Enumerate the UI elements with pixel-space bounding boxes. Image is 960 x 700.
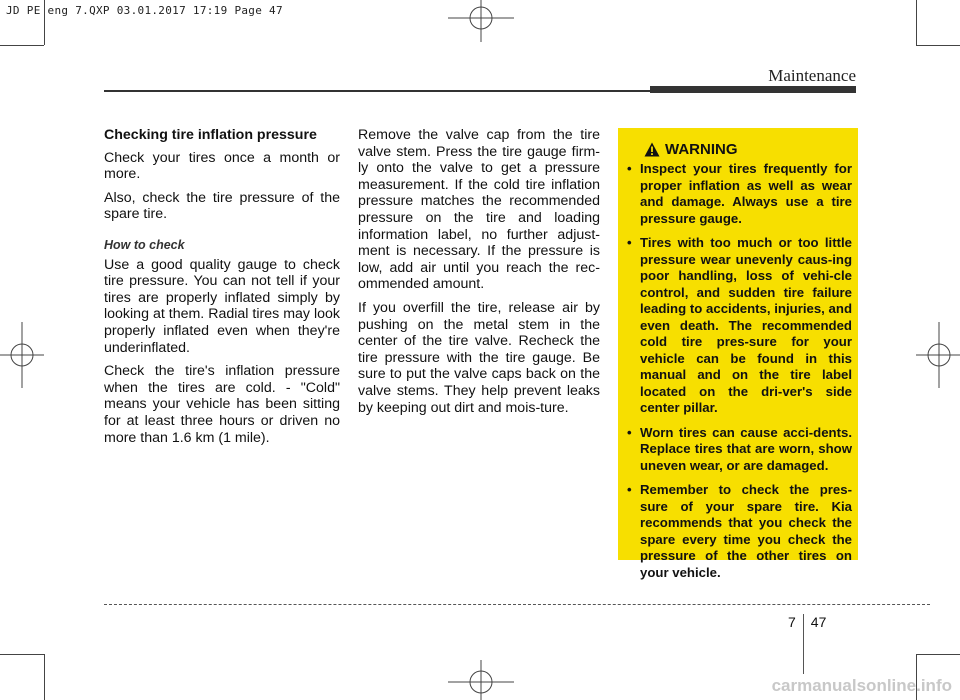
- warning-bullet: • Remember to check the pres-sure of your spare tire. Kia recommends that you check the spare every time you check the pressure of the other tires on your vehicle.: [627, 482, 852, 581]
- registration-mark-left-icon: [0, 320, 45, 390]
- watermark: carmanualsonline.info: [771, 676, 952, 695]
- registration-mark-bottom-icon: [446, 656, 516, 700]
- paragraph: Check your tires once a month or more.: [104, 149, 340, 183]
- print-file-info: JD PE eng 7.QXP 03.01.2017 17:19 Page 47: [6, 4, 283, 17]
- warning-list: [627, 161, 852, 581]
- warning-triangle-icon: [644, 142, 660, 157]
- warning-box: [618, 128, 858, 580]
- column-1: [104, 127, 340, 453]
- page-number-separator: [803, 614, 804, 674]
- warning-bullet: • Tires with too much or too little pressure wear unevenly caus-ing poor handling, loss of vehi-cle control, and sudden tire failure leading to accidents, injuries, and even death. The recommended cold tire pres-sure for your vehicle can be found in this manual and on the tire label located on the dri-ver's side center pillar.: [627, 235, 852, 417]
- paragraph: Remove the valve cap from the tire valve stem. Press the tire gauge firm-ly onto the valve to get a pressure measurement. If the cold tire inflation pressure matches the recommended pressure on the tire and loading information label, no further adjust-ment is necessary. If the pressure is low, add air until you reach the rec-ommended amount.: [358, 127, 600, 293]
- paragraph: If you overfill the tire, release air by pushing on the metal stem in the center of the tire valve. Recheck the tire pressure with the tire gauge. Be sure to put the valve caps back on the valve stems. They help prevent leaks by keeping out dirt and mois-ture.: [358, 299, 600, 416]
- header-rule: [104, 90, 650, 92]
- warning-bullet: • Worn tires can cause acci-dents. Replace tires that are worn, show uneven wear, or are damaged.: [627, 425, 852, 475]
- footer-rule: [104, 604, 930, 605]
- section-title: Maintenance: [768, 66, 856, 85]
- registration-mark-top-icon: [446, 0, 516, 45]
- registration-mark-right-icon: [916, 320, 960, 390]
- heading-checking-tire-pressure: Checking tire inflation pressure: [104, 127, 317, 143]
- chapter-number: 7: [788, 614, 796, 630]
- page-number-value: 47: [810, 614, 827, 630]
- column-2: [358, 127, 600, 423]
- page-number: [788, 614, 826, 674]
- paragraph: Also, check the tire pressure of the spare tire.: [104, 189, 340, 223]
- warning-title: [644, 141, 852, 158]
- header-rule-thick: [650, 86, 856, 93]
- subheading-how-to-check: How to check: [104, 237, 185, 252]
- paragraph: Use a good quality gauge to check tire pressure. You can not tell if your tires are properly inflated simply by looking at them. Radial tires may look properly inflated even when they're underinflated.: [104, 256, 340, 356]
- warning-bullet: • Inspect your tires frequently for proper inflation as well as wear and damage. Always use a tire pressure gauge.: [627, 161, 852, 227]
- warning-title-text: WARNING: [665, 141, 738, 158]
- paragraph: Check the tire's inflation pressure when the tires are cold. - "Cold" means your vehicle has been sitting for at least three hours or driven no more than 1.6 km (1 mile).: [104, 363, 340, 446]
